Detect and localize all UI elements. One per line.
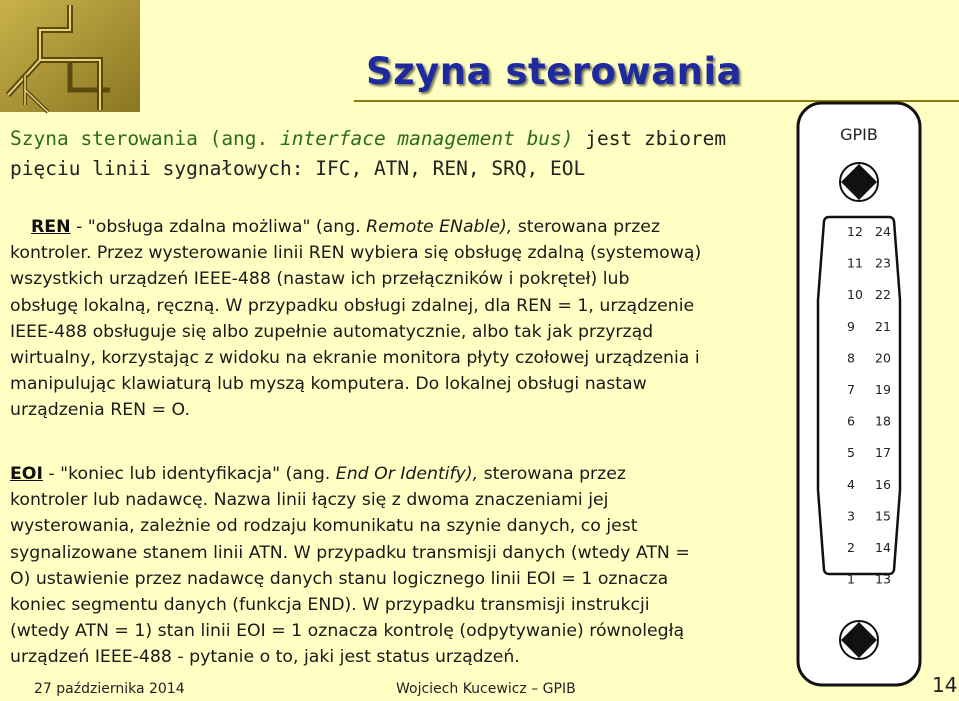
ren-t3: sterowana przez: [512, 217, 661, 237]
intro-part-3: jest zbiorem: [573, 127, 727, 150]
eoi-t3: sterowana przez: [478, 464, 626, 484]
pin-7: 7: [847, 382, 855, 397]
pin-14: 14: [875, 540, 891, 555]
ren-t2: Remote ENable),: [366, 217, 513, 237]
eoi-line-6: koniec segmentu danych (funkcja END). W przypadku transmisji instrukcji: [10, 595, 650, 616]
slide-title: Szyna sterowania: [366, 50, 743, 93]
pin-16: 16: [875, 476, 891, 492]
ren-line-2: kontroler. Przez wysterowanie linii REN wybiera się obsługę zdalną (systemową): [10, 243, 702, 264]
pin-5: 5: [847, 445, 855, 461]
ren-line-6: wirtualny, korzystając z widoku na ekranie monitora płyty czołowej urządzenia i: [10, 348, 700, 369]
pin-18: 18: [875, 413, 891, 429]
pin-13: 13: [875, 571, 891, 587]
pin-17: 17: [875, 445, 891, 461]
eoi-line-3: wysterowania, zależnie od rodzaju komunikatu na szynie danych, co jest: [10, 516, 638, 537]
eoi-line-8: urządzeń IEEE-488 - pytanie o to, jaki jest status urządzeń.: [10, 647, 520, 668]
eoi-line-5: O) ustawienie przez nadawcę danych stanu logicznego linii EOI = 1 oznacza: [10, 568, 669, 589]
pin-9: 9: [847, 318, 855, 334]
footer-author: Wojciech Kucewicz – GPIB: [396, 681, 576, 697]
gpib-connector-diagram: [795, 100, 923, 688]
eoi-t2: End Or Identify),: [335, 464, 479, 484]
circuit-logo: [0, 0, 140, 115]
eoi-line-7: (wtedy ATN = 1) stan linii EOI = 1 oznacza kontrolę (odpytywanie) równoległą: [10, 621, 685, 642]
pin-4: 4: [847, 476, 855, 492]
page-number: 14: [932, 673, 958, 697]
ren-line-4: obsługę lokalną, ręczną. W przypadku obsługi zdalnej, dla REN = 1, urządzenie: [10, 295, 695, 316]
pin-23: 23: [875, 255, 891, 271]
eoi-term: EOI: [10, 464, 43, 484]
ren-line-3: wszystkich urządzeń IEEE-488 (nastaw ich przełączników i pokręteł) lub: [10, 269, 630, 290]
eoi-line-1: [10, 461, 795, 487]
pin-3: 3: [847, 508, 855, 524]
ren-line-8: urządzenia REN = O.: [10, 400, 190, 421]
intro-part-1: Szyna sterowania (ang.: [10, 127, 281, 150]
ren-line-5: IEEE-488 obsługuje się albo zupełnie automatycznie, albo tak jak przyrząd: [10, 321, 654, 342]
footer-date: 27 października 2014: [34, 681, 185, 697]
pin-11: 11: [847, 255, 863, 271]
ren-paragraph: [10, 214, 795, 424]
ren-line-1: [10, 214, 795, 240]
pin-20: 20: [875, 350, 891, 366]
pin-8: 8: [847, 350, 855, 366]
pin-1: 1: [847, 571, 855, 587]
intro-line-2: pięciu linii sygnałowych: IFC, ATN, REN, SRQ, EOL: [10, 157, 586, 180]
ren-t1: - "obsługa zdalna możliwa" (ang.: [70, 217, 367, 237]
eoi-line-4: sygnalizowane stanem linii ATN. W przypadku transmisji danych (wtedy ATN =: [10, 542, 690, 563]
ren-term: REN: [31, 217, 71, 237]
pin-12: 12: [847, 224, 863, 239]
pin-21: 21: [875, 318, 891, 334]
pin-2: 2: [847, 540, 855, 555]
pin-15: 15: [875, 508, 891, 524]
intro-text: [10, 124, 750, 184]
pin-19: 19: [875, 382, 891, 397]
eoi-line-2: kontroler lub nadawcę. Nazwa linii łączy się z dwoma znaczeniami jej: [10, 490, 609, 511]
eoi-t1: - "koniec lub identyfikacja" (ang.: [42, 464, 336, 484]
intro-part-2: interface management bus): [280, 127, 574, 150]
pin-10: 10: [847, 287, 863, 303]
ren-line-7: manipulując klawiaturą lub myszą komputera. Do lokalnej obsługi nastaw: [10, 374, 647, 395]
pin-22: 22: [875, 287, 891, 303]
connector-label: GPIB: [840, 125, 878, 144]
eoi-paragraph: [10, 461, 795, 671]
pin-6: 6: [847, 413, 855, 429]
intro-line-1: [10, 124, 750, 154]
pin-24: 24: [875, 224, 891, 239]
